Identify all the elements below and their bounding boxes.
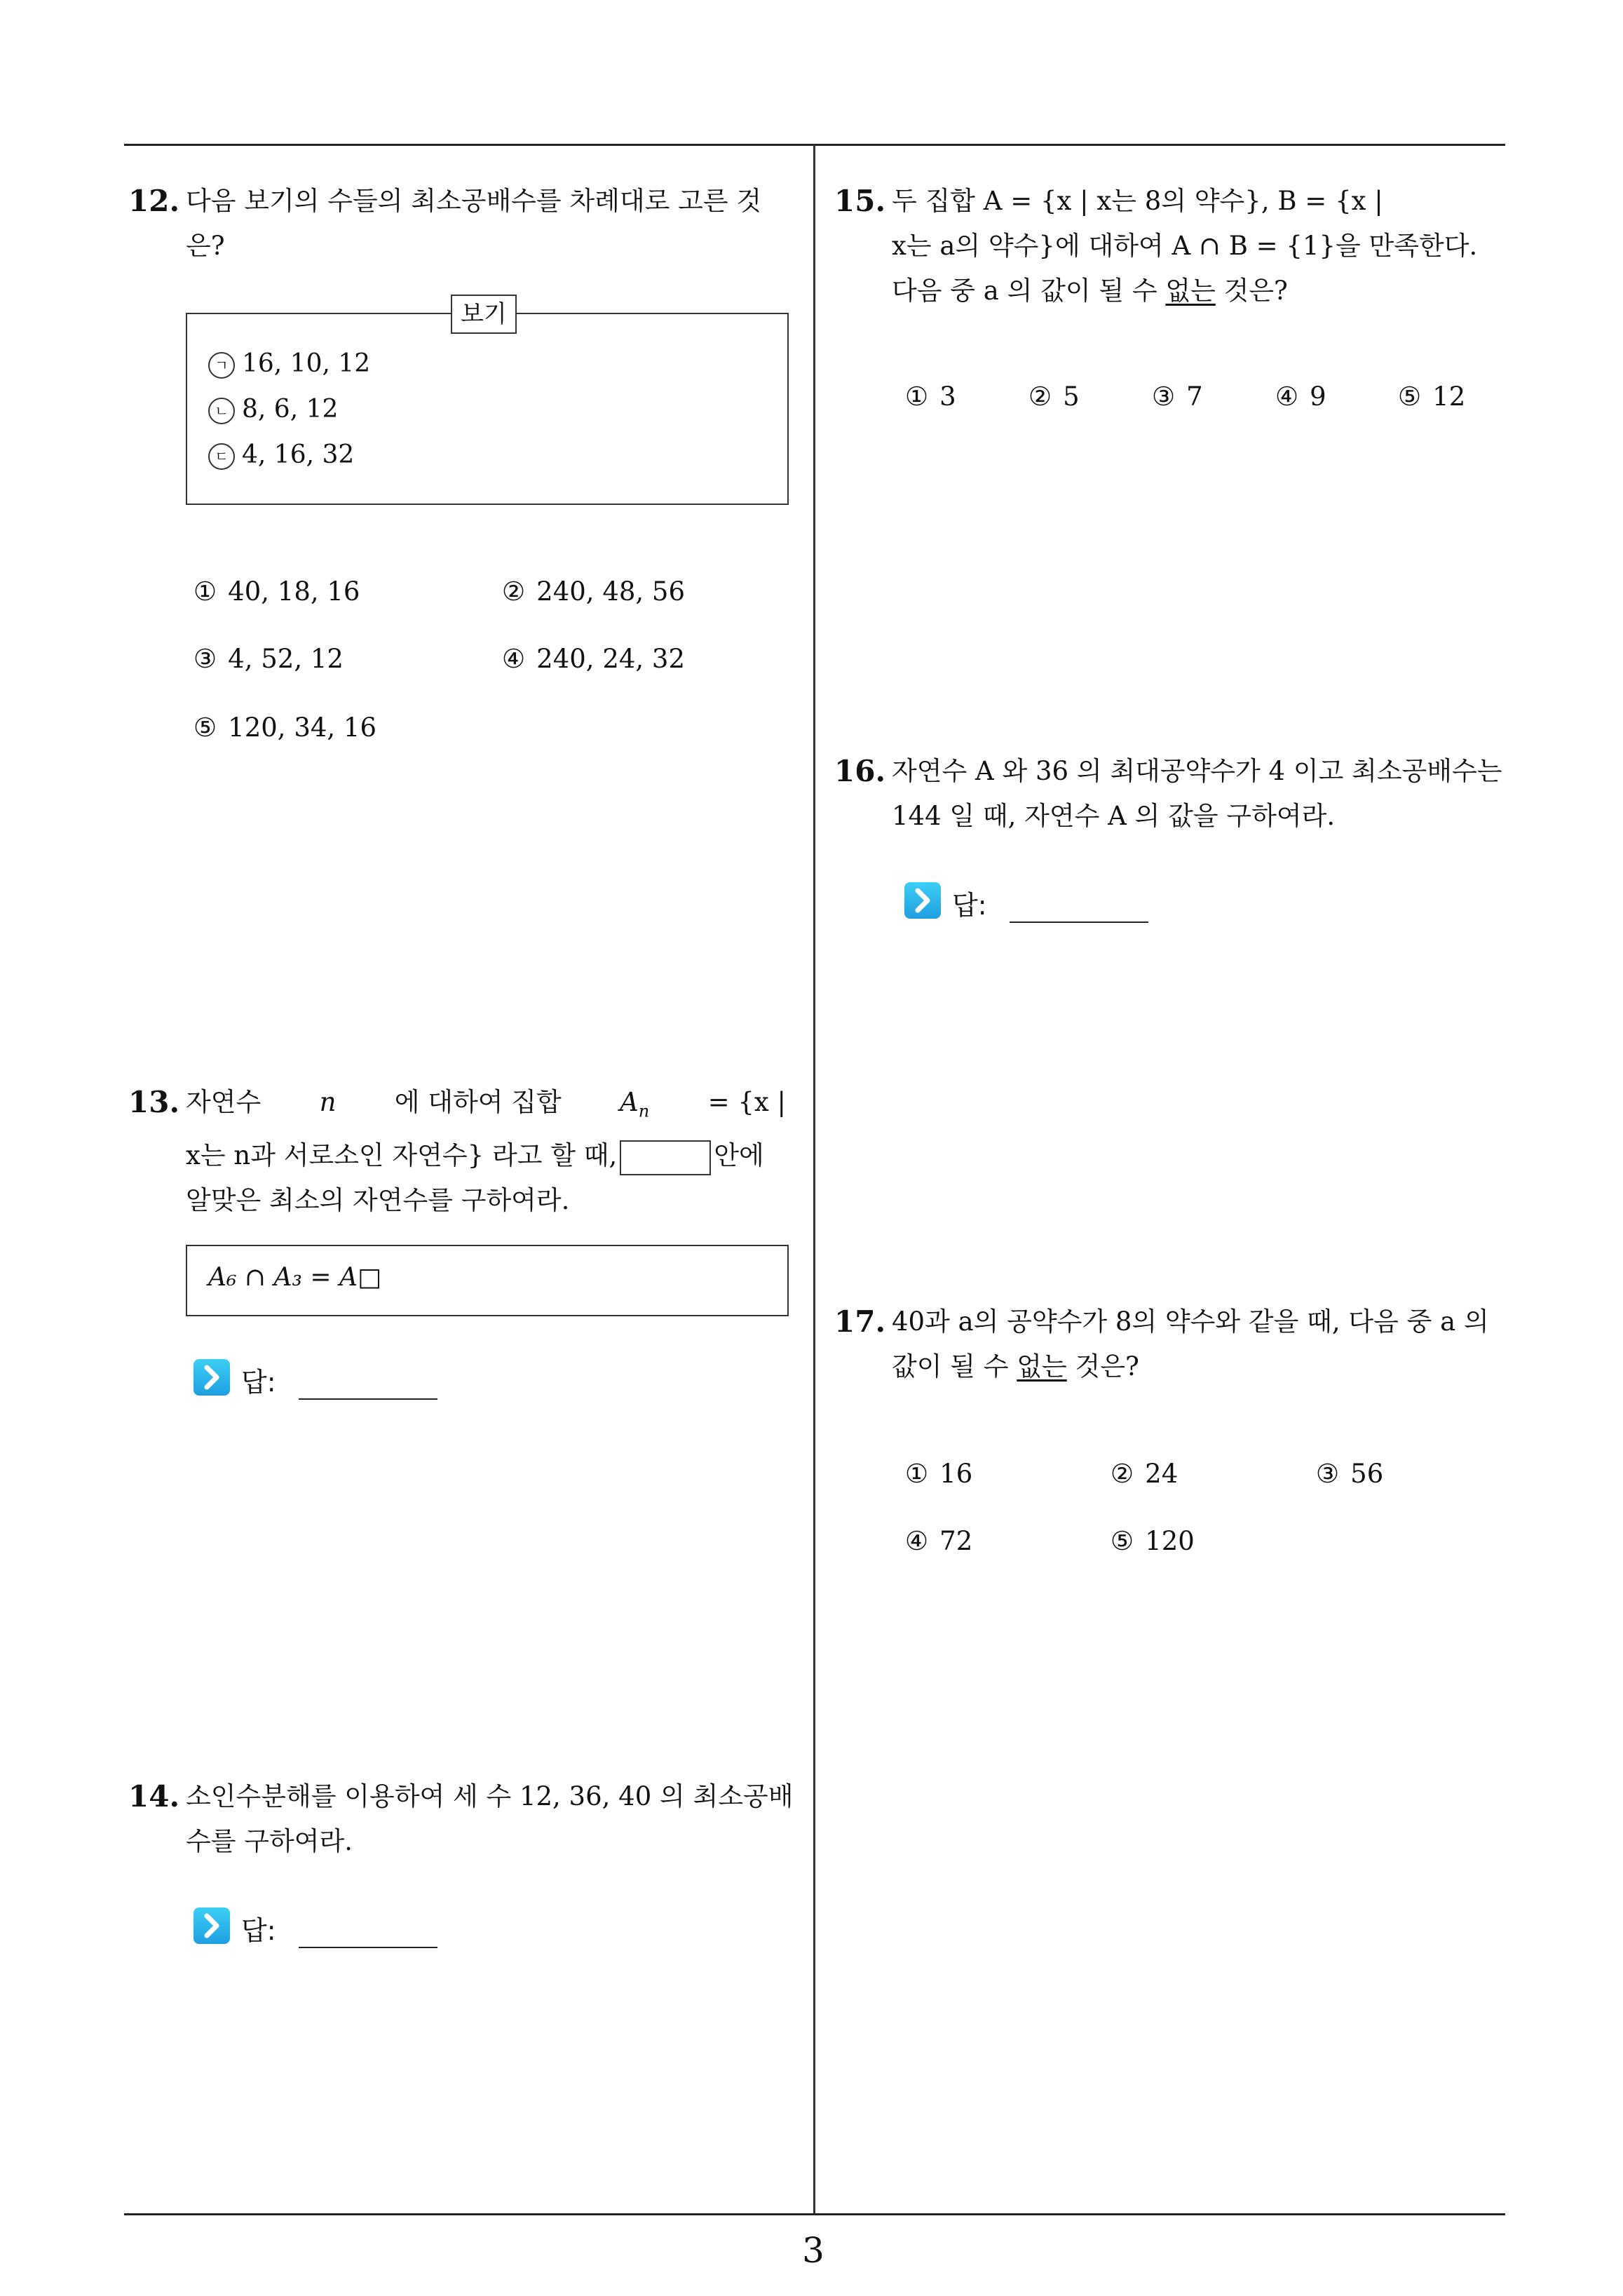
chevron-right-icon bbox=[193, 1907, 230, 1944]
question-line: 알맞은 최소의 자연수를 구하여라. bbox=[186, 1185, 570, 1216]
bogi-box bbox=[186, 300, 789, 505]
choice-4[interactable]: ④ 72 bbox=[905, 1526, 973, 1556]
choice-5[interactable]: ⑤ 120 bbox=[1111, 1526, 1195, 1556]
answer-label: 답: bbox=[241, 1367, 276, 1398]
question-number: 12. bbox=[128, 184, 180, 218]
answer-blank-box bbox=[620, 1140, 711, 1175]
question-13 bbox=[128, 1080, 801, 1223]
choice-3[interactable]: ③ 4, 52, 12 bbox=[193, 644, 344, 674]
bogi-title: 보기 bbox=[451, 295, 517, 334]
question-line: 다음 중 a 의 값이 될 수 없는 것은? bbox=[892, 276, 1288, 306]
chevron-right-icon bbox=[193, 1359, 230, 1396]
choice-2[interactable]: ② 24 bbox=[1111, 1459, 1179, 1489]
choice-3[interactable]: ③ 7 bbox=[1152, 381, 1203, 412]
question-number: 17. bbox=[834, 1304, 886, 1339]
question-line: 다음 보기의 수들의 최소공배수를 차례대로 고른 것 bbox=[186, 186, 762, 216]
bottom-rule bbox=[124, 2213, 1505, 2215]
bogi-item: ㄱ 16, 10, 12 bbox=[208, 349, 370, 379]
question-text bbox=[892, 749, 1511, 839]
question-text bbox=[892, 179, 1511, 313]
question-line: x는 a의 약수}에 대하여 A ∩ B = {1}을 만족한다. bbox=[892, 231, 1478, 261]
question-number: 16. bbox=[834, 754, 886, 788]
condition-expression: A₆ ∩ A₃ = A□ bbox=[208, 1263, 381, 1292]
question-line: 수를 구하여라. bbox=[186, 1826, 353, 1856]
question-line: 두 집합 A = {x | x는 8의 약수}, B = {x | bbox=[892, 186, 1383, 216]
question-text bbox=[186, 179, 801, 269]
question-16 bbox=[834, 749, 1511, 839]
choice-5[interactable]: ⑤ 120, 34, 16 bbox=[193, 713, 377, 743]
question-line: 은? bbox=[186, 231, 225, 261]
question-line: x는 n과 서로소인 자연수} 라고 할 때, 안에 bbox=[186, 1133, 801, 1178]
condition-box bbox=[186, 1245, 789, 1316]
answer-label: 답: bbox=[952, 890, 987, 921]
question-line: 144 일 때, 자연수 A 의 값을 구하여라. bbox=[892, 801, 1336, 831]
question-number: 15. bbox=[834, 184, 886, 218]
question-15 bbox=[834, 179, 1511, 313]
column-divider bbox=[813, 144, 815, 2214]
question-line: 값이 될 수 없는 것은? bbox=[892, 1351, 1139, 1382]
bogi-item: ㄴ 8, 6, 12 bbox=[208, 395, 338, 424]
question-text bbox=[186, 1080, 801, 1223]
answer-label: 답: bbox=[241, 1915, 276, 1946]
question-line: 40과 a의 공약수가 8의 약수와 같을 때, 다음 중 a 의 bbox=[892, 1306, 1489, 1337]
digeut-circle-icon: ㄷ bbox=[208, 443, 235, 470]
question-line: 소인수분해를 이용하여 세 수 12, 36, 40 의 최소공배 bbox=[186, 1781, 794, 1811]
choice-2[interactable]: ② 240, 48, 56 bbox=[502, 576, 686, 607]
choice-2[interactable]: ② 5 bbox=[1028, 381, 1080, 412]
nieun-circle-icon: ㄴ bbox=[208, 398, 235, 424]
answer-input-line[interactable] bbox=[1010, 921, 1148, 923]
page-number: 3 bbox=[802, 2230, 824, 2271]
choice-1[interactable]: ① 3 bbox=[905, 381, 956, 412]
bogi-item: ㄷ 4, 16, 32 bbox=[208, 440, 354, 470]
choice-1[interactable]: ① 40, 18, 16 bbox=[193, 576, 360, 607]
choice-4[interactable]: ④ 9 bbox=[1275, 381, 1326, 412]
question-line: 자연수 A 와 36 의 최대공약수가 4 이고 최소공배수는 bbox=[892, 756, 1502, 786]
question-text bbox=[186, 1774, 801, 1864]
question-17 bbox=[834, 1299, 1511, 1389]
question-12 bbox=[128, 179, 801, 269]
question-number: 13. bbox=[128, 1085, 180, 1119]
choice-1[interactable]: ① 16 bbox=[905, 1459, 973, 1489]
question-text bbox=[892, 1299, 1511, 1389]
choice-3[interactable]: ③ 56 bbox=[1316, 1459, 1384, 1489]
answer-input-line[interactable] bbox=[299, 1398, 437, 1400]
giyeok-circle-icon: ㄱ bbox=[208, 352, 235, 379]
question-line: 자연수 n 에 대하여 집합 $A_n$ = {x | bbox=[186, 1087, 786, 1121]
question-14 bbox=[128, 1774, 801, 1864]
question-number: 14. bbox=[128, 1779, 180, 1814]
chevron-right-icon bbox=[904, 882, 941, 919]
answer-input-line[interactable] bbox=[299, 1947, 437, 1948]
choice-5[interactable]: ⑤ 12 bbox=[1398, 381, 1466, 412]
choice-4[interactable]: ④ 240, 24, 32 bbox=[502, 644, 686, 674]
